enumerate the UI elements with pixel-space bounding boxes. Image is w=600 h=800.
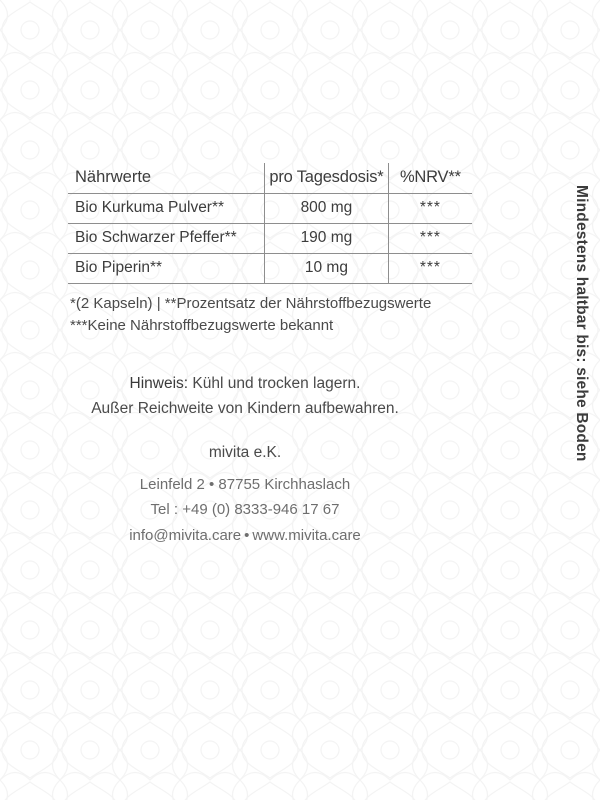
company-website[interactable]: www.mivita.care (252, 527, 361, 545)
company-phone: Tel : +49 (0) 8333-946 17 67 (150, 501, 340, 519)
nutrition-table-header (68, 163, 472, 194)
company-address: Leinfeld 2 • 87755 Kirchhaslach (139, 475, 351, 493)
row-ingredient-name: Bio Kurkuma Pulver** (68, 194, 265, 224)
table-row (68, 194, 472, 224)
header-daily-dose: pro Tagesdosis* (265, 163, 389, 194)
table-header-row (68, 163, 472, 194)
row-ingredient-nrv: *** (388, 254, 472, 284)
nutrition-table (68, 163, 472, 284)
row-ingredient-nrv: *** (388, 194, 472, 224)
table-row (68, 224, 472, 254)
row-ingredient-dose: 10 mg (265, 254, 389, 284)
nutrition-table-body (68, 194, 472, 284)
storage-notice-text: Kühl und trocken lagern. (188, 375, 361, 392)
header-nrv: %NRV** (388, 163, 472, 194)
row-ingredient-name: Bio Schwarzer Pfeffer** (68, 224, 265, 254)
storage-notice-line-2: Außer Reichweite von Kindern aufbewahren. (91, 399, 399, 417)
table-footnotes (70, 293, 490, 337)
row-ingredient-nrv: *** (388, 224, 472, 254)
footnote-line-1: *(2 Kapseln) | **Prozentsatz der Nährstoffbezugswerte (70, 295, 432, 312)
header-nutrients: Nährwerte (68, 163, 265, 194)
row-ingredient-dose: 800 mg (265, 194, 389, 224)
company-block (0, 440, 490, 549)
storage-notice (0, 372, 490, 422)
row-ingredient-dose: 190 mg (265, 224, 389, 254)
table-row (68, 254, 472, 284)
company-contact-line (0, 523, 490, 549)
best-before-note: Mindestens haltbar bis: siehe Boden (573, 185, 590, 462)
storage-notice-label: Hinweis: (129, 375, 189, 392)
contact-separator: • (244, 527, 250, 545)
storage-notice-line-1 (0, 372, 490, 397)
company-name: mivita e.K. (208, 444, 282, 461)
company-email[interactable]: info@mivita.care (129, 527, 242, 545)
footnote-line-2: ***Keine Nährstoffbezugswerte bekannt (70, 316, 334, 334)
row-ingredient-name: Bio Piperin** (68, 254, 265, 284)
